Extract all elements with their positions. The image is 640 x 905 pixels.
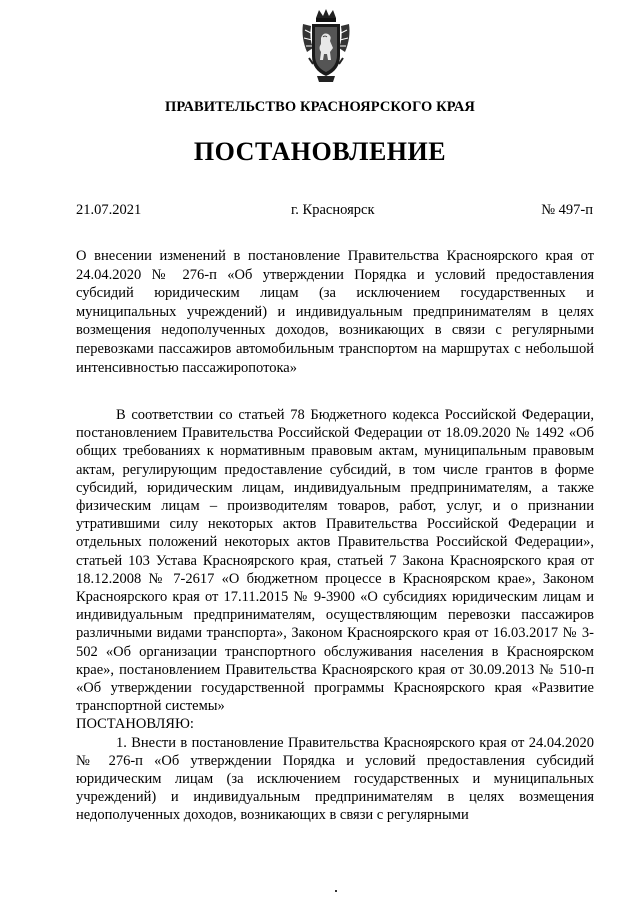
document-subject-title: О внесении изменений в постановление Правительства Красноярского края от 24.04.2020 № 276-п «Об утверждении Порядка и условий предоставления субсидий юридическим лицам (за исключением государственных и муниципальных учреждений) и индивидуальным предпринимателям в целях возмещения недополученных доходов, возникающих в связи с регулярными перевозками пассажиров автомобильным транспортом на маршрутах с небольшой интенсивностью пассажиропотока» <box>76 248 594 376</box>
krasnoyarsk-krai-coat-of-arms-icon <box>299 8 353 84</box>
document-city: г. Красноярск <box>291 202 375 218</box>
page-mark <box>335 890 337 892</box>
item-1-paragraph: 1. Внести в постановление Правительства Красноярского края от 24.04.2020 № 276-п «Об утверждении Порядка и условий предоставления субсидий юридическим лицам (за исключением государственных и муниципальных учреждений) и индивидуальным предпринимателям в целях возмещения недополученных доходов, возникающих в связи с регулярными <box>76 734 594 824</box>
government-name: ПРАВИТЕЛЬСТВО КРАСНОЯРСКОГО КРАЯ <box>164 99 475 115</box>
preamble-paragraph <box>76 406 594 734</box>
document-number: № 497-п <box>541 202 593 218</box>
document-body <box>76 406 594 825</box>
document-type-title: ПОСТАНОВЛЕНИЕ <box>193 137 447 166</box>
document-date: 21.07.2021 <box>76 202 142 218</box>
decree-word: ПОСТАНОВЛЯЮ: <box>76 716 194 733</box>
preamble-text: В соответствии со статьей 78 Бюджетного кодекса Российской Федерации, постановлением Правительства Российской Федерации от 18.09.2020 № 1492 «Об общих требованиях к нормативным правовым актам, муниципальным правовым актам, регулирующим предоставление субсидий, в том числе грантов в форме субсидий, юридическим лицам, индивидуальным предпринимателям, а также физическим лицам – производителям товаров, работ, услуг, и о признании утратившими силу некоторых актов Правительства Российской Федерации и отдельных положений некоторых актов Правительства Российской Федерации», статьей 103 Устава Красноярского края, статьей 7 Закона Красноярского края от 18.12.2008 № 7-2617 «О бюджетном процессе в Красноярском крае», Законом Красноярского края от 17.11.2015 № 9-3900 «О субсидиях юридическим лицам и индивидуальным предпринимателям, осуществляющим перевозки пассажиров различными видами транспорта», Законом Красноярского края от 16.03.2017 № 3-502 «Об организации транспортного обслуживания населения в Красноярском крае», постановлением Правительства Красноярского края от 30.09.2013 № 510-п «Об утверждении государственной программы Красноярского края «Развитие транспортной системы» <box>76 407 594 715</box>
